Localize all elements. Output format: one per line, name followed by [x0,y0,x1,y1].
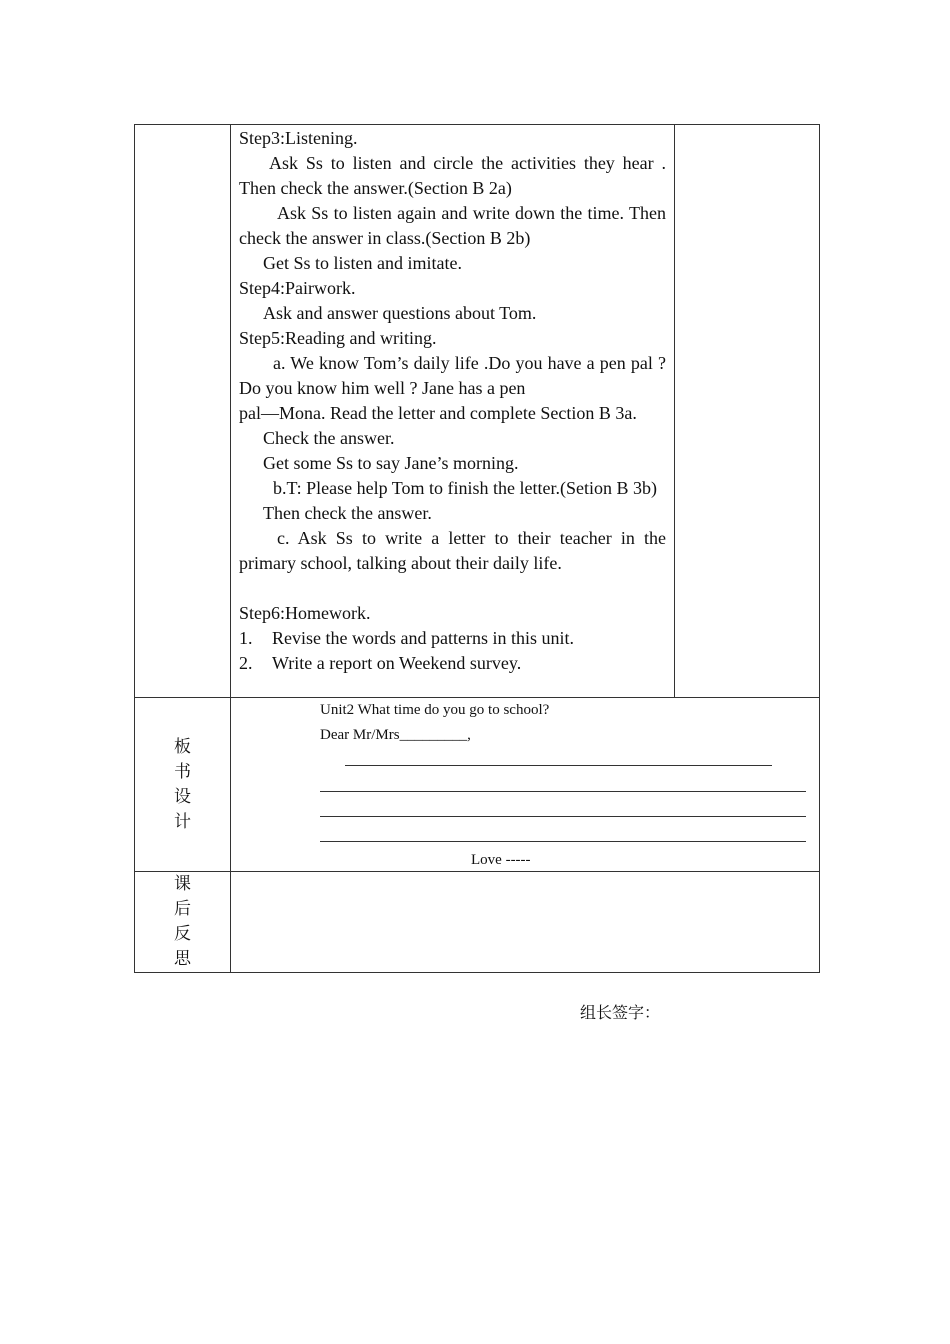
label-char: 思 [174,949,191,969]
reflection-cell [231,872,820,973]
table-row [135,698,820,872]
teaching-steps [231,125,674,676]
teaching-steps-cell [231,125,675,698]
label-char: 计 [174,812,191,832]
letter-greeting: Dear Mr/Mrs_________, [320,727,471,743]
label-char: 板 [174,737,191,757]
board-design-cell [231,698,820,872]
board-title: Unit2 What time do you go to school? [320,702,550,718]
label-char: 书 [174,762,191,782]
step6-title: Step6:Homework. [239,603,371,623]
label-char: 反 [174,924,191,944]
label-char: 后 [174,899,191,919]
homework-text: Revise the words and patterns in this unit. [272,628,574,648]
step5-check-answer-2: Then check the answer. [263,503,432,523]
homework-text: Write a report on Weekend survey. [272,653,522,673]
step3-imitate: Get Ss to listen and imitate. [263,253,462,273]
letter-closing: Love ----- [471,852,531,868]
team-leader-signature-label: 组长签字： [580,1003,661,1022]
homework-number: 1. [239,628,253,648]
board-design [231,698,819,871]
step3-listen-time: Ask Ss to listen again and write down the time. Then check the answer in class.(Section B 2b) [239,203,666,248]
homework-item [239,651,666,676]
lesson-plan-table [134,124,820,973]
step4-title: Step4:Pairwork. [239,278,356,298]
step3-listen-circle: Ask Ss to listen and circle the activities they hear . Then check the answer.(Section B 2a) [239,153,666,198]
label-char: 课 [174,874,191,894]
notes-cell [675,125,820,698]
writing-line [320,791,806,792]
step5-jane-morning: Get some Ss to say Jane’s morning. [263,453,519,473]
reflection-label-cell [135,872,231,973]
homework-item [239,626,666,651]
step3-title: Step3:Listening. [239,128,358,148]
step4-questions: Ask and answer questions about Tom. [263,303,537,323]
board-design-label [135,698,230,835]
homework-number: 2. [239,653,253,673]
step5-title: Step5:Reading and writing. [239,328,437,348]
step5-read-letter: pal—Mona. Read the letter and complete Section B 3a. [239,403,637,423]
step5-write-letter: c. Ask Ss to write a letter to their teacher in the primary school, talking about their daily life. [239,528,666,573]
writing-line [320,816,806,817]
label-char: 设 [174,787,191,807]
table-row [135,872,820,973]
reflection-label [135,872,230,972]
writing-line [345,765,772,766]
step5-pen-pal: a. We know Tom’s daily life .Do you have a pen pal ? Do you know him well ? Jane has a pen [239,353,666,398]
table-row [135,125,820,698]
step5-finish-letter: b.T: Please help Tom to finish the letter.(Setion B 3b) [273,478,657,498]
writing-line [320,841,806,842]
empty-label-cell [135,125,231,698]
board-design-label-cell [135,698,231,872]
step5-check-answer: Check the answer. [263,428,395,448]
blank-line [239,576,666,601]
